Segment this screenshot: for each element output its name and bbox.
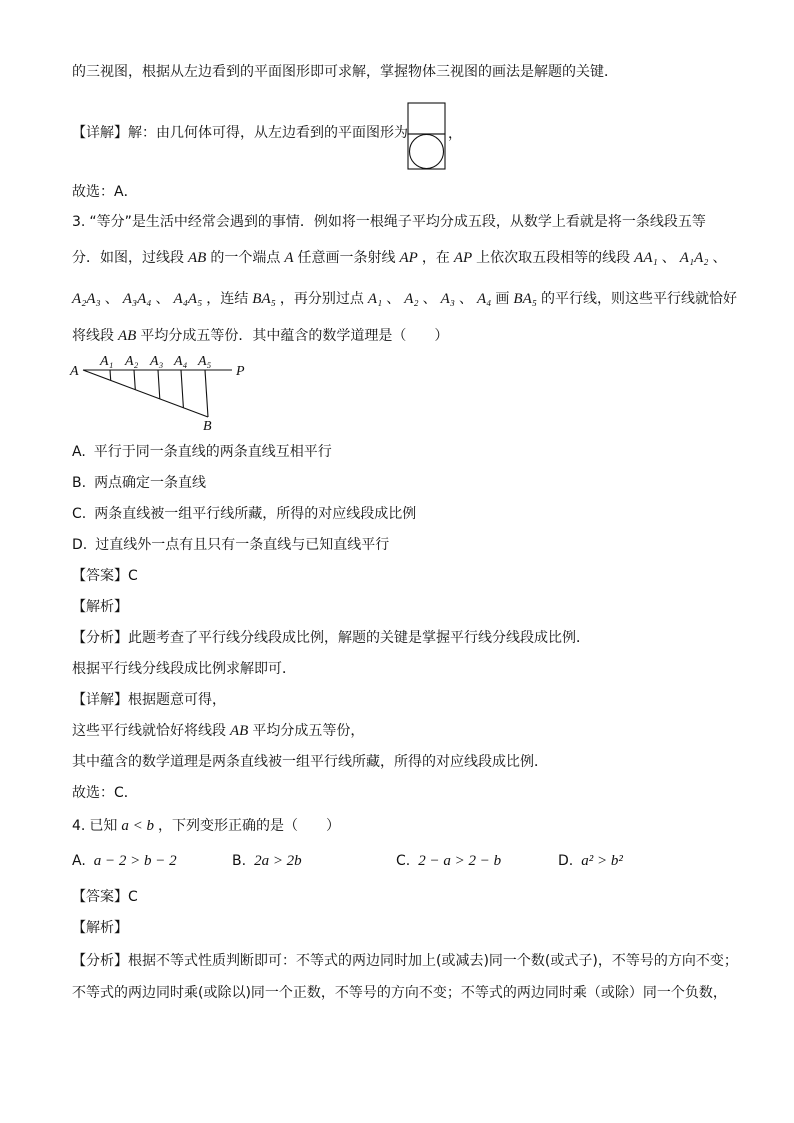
solution-heading: 【解析】 (72, 599, 128, 615)
q4-option-c (396, 851, 501, 871)
q3-stem-text: 任意画一条射线 (297, 250, 396, 266)
prev-detail-comma: ， (448, 126, 462, 142)
parallel-line-a2 (134, 370, 135, 390)
parallel-line-a3 (158, 370, 160, 399)
segment-division-figure (60, 350, 260, 436)
label-p: P (236, 364, 245, 379)
option-expression: 2 − a > 2 − b (418, 853, 502, 869)
q3-stem-text: 将线段 (72, 328, 114, 344)
detail-text: 平均分成五等份， (252, 723, 365, 739)
math-a4: A₄ (477, 291, 492, 307)
q4-analysis-line-2 (72, 983, 727, 1003)
label-a4: A₄ (174, 354, 188, 369)
q3-analysis-line-2 (72, 659, 296, 679)
segment-ba5 (205, 370, 208, 417)
option-letter: C. (72, 506, 87, 522)
analysis-text: 不等式的两边同时乘(或除以)同一个正数，不等号的方向不变；不等式的两边同时乘（或除）同一个负数， (72, 985, 727, 1001)
q3-detail-line-1 (72, 690, 226, 710)
label-a: A (70, 364, 79, 379)
option-letter: B. (72, 475, 87, 491)
prev-detail-text: 解：由几何体可得，从左边看到的平面图形为 (128, 125, 408, 141)
separator: 、 (422, 291, 437, 307)
option-letter: D. (558, 853, 574, 869)
math-ap: AP (453, 250, 473, 266)
label-a5: A₅ (198, 354, 212, 369)
q3-answer (72, 566, 138, 586)
math-a3a4: A₃A₄ (122, 291, 152, 307)
option-text: 两条直线被一组平行线所藏，所得的对应线段成比例 (94, 506, 417, 522)
q3-stem-line-4 (72, 326, 448, 346)
separator: 、 (459, 291, 474, 307)
separator: 、 (712, 250, 727, 266)
detail-text: 根据题意可得， (128, 692, 226, 708)
math-a-less-than-b: a < b (121, 818, 154, 834)
q4-number: 4. (72, 818, 86, 834)
q3-conclusion (72, 783, 138, 803)
q3-stem-text: 的平行线，则这些平行线就恰好 (540, 291, 737, 307)
math-a2: A₂ (404, 291, 419, 307)
math-a1: A₁ (367, 291, 383, 307)
math-ba5: BA₅ (513, 291, 537, 307)
analysis-text: 根据平行线分线段成比例求解即可． (72, 661, 296, 677)
parallel-line-a4 (181, 370, 183, 408)
q3-detail-line-3 (72, 752, 548, 772)
separator: 、 (155, 291, 170, 307)
q3-stem-text: ，再分别过点 (279, 291, 364, 307)
q3-detail-line-2 (72, 721, 364, 741)
left-view-bottom-square (408, 134, 445, 169)
prev-detail-end (448, 124, 462, 144)
q3-solution-heading (72, 597, 128, 617)
q3-option-c (72, 504, 416, 524)
q4-solution-heading (72, 918, 128, 938)
prev-analysis-tail (72, 62, 618, 82)
prev-conclusion (72, 182, 138, 202)
math-ba5: BA₅ (252, 291, 276, 307)
q4-option-b (232, 851, 302, 871)
option-expression: 2a > 2b (254, 853, 302, 869)
q3-option-d (72, 535, 389, 555)
prev-analysis-text: 的三视图，根据从左边看到的平面图形即可求解，掌握物体三视图的画法是解题的关键． (72, 64, 618, 80)
q4-analysis-line-1 (72, 951, 738, 971)
option-letter: A. (72, 444, 86, 460)
q3-stem-line-2 (72, 248, 726, 268)
q4-option-a (72, 851, 177, 871)
q3-stem-text: 画 (495, 291, 510, 307)
q3-stem-text: 的一个端点 (210, 250, 281, 266)
left-view-figure (406, 101, 448, 171)
q3-analysis-line-1 (72, 628, 590, 648)
math-a2a3: A₂A₃ (72, 291, 101, 307)
prev-conclusion-text: 故选：A． (72, 184, 138, 200)
math-aa1: AA₁ (634, 250, 658, 266)
option-letter: B. (232, 853, 247, 869)
q3-option-b (72, 473, 206, 493)
math-ab: AB (188, 250, 207, 266)
q3-stem-line-1 (72, 212, 706, 232)
math-a1a2: A₁A₂ (679, 250, 709, 266)
option-letter: C. (396, 853, 411, 869)
analysis-label: 【分析】 (72, 630, 128, 646)
separator: 、 (386, 291, 401, 307)
option-text: 两点确定一条直线 (94, 475, 207, 491)
answer-label: 【答案】 (72, 889, 128, 905)
label-a3: A₃ (150, 354, 164, 369)
detail-label: 【详解】 (72, 692, 128, 708)
label-a2: A₂ (125, 354, 139, 369)
option-letter: A. (72, 853, 86, 869)
q4-answer (72, 887, 138, 907)
detail-text: 这些平行线就恰好将线段 (72, 723, 226, 739)
analysis-label: 【分析】 (72, 953, 128, 969)
parallel-line-a1 (110, 370, 111, 380)
label-b: B (203, 419, 212, 434)
option-letter: D. (72, 537, 88, 553)
q3-stem-text: ，在 (421, 250, 450, 266)
q4-option-d (558, 851, 623, 871)
answer-label: 【答案】 (72, 568, 128, 584)
q4-stem-text: ，下列变形正确的是（ ） (157, 818, 340, 834)
q3-stem-text: ，连结 (206, 291, 249, 307)
math-ap: AP (399, 250, 418, 266)
math-a4a5: A₄A₅ (173, 291, 203, 307)
q3-stem-text: “等分”是生活中经常会遇到的事情．例如将一根绳子平均分成五段，从数学上看就是将一条线段五等 (89, 214, 706, 230)
math-ab: AB (118, 328, 137, 344)
math-a: A (284, 250, 294, 266)
q4-stem (72, 816, 340, 836)
left-view-circle (410, 135, 444, 169)
label-a1: A₁ (100, 354, 114, 369)
math-a3: A₃ (440, 291, 456, 307)
q3-stem-text: 分．如图，过线段 (72, 250, 184, 266)
q4-stem-text: 已知 (89, 818, 118, 834)
segment-ab (83, 370, 208, 417)
q3-number: 3. (72, 214, 86, 230)
solution-heading: 【解析】 (72, 920, 128, 936)
detail-text: 其中蕴含的数学道理是两条直线被一组平行线所藏，所得的对应线段成比例． (72, 754, 548, 770)
q3-stem-text: 上依次取五段相等的线段 (476, 250, 631, 266)
math-ab: AB (230, 723, 249, 739)
option-text: 平行于同一条直线的两条直线互相平行 (93, 444, 332, 460)
prev-detail-label: 【详解】 (72, 125, 128, 141)
answer-value: C (128, 568, 138, 584)
analysis-text: 此题考查了平行线分线段成比例，解题的关键是掌握平行线分线段成比例． (128, 630, 590, 646)
separator: 、 (661, 250, 676, 266)
analysis-text: 根据不等式性质判断即可：不等式的两边同时加上(或减去)同一个数(或式子)，不等号的方向不变； (128, 953, 738, 969)
option-expression: a² > b² (581, 853, 623, 869)
left-view-top-rectangle (408, 103, 445, 134)
conclusion-text: 故选：C． (72, 785, 138, 801)
q3-stem-text: 平均分成五等份．其中蕴含的数学道理是（ ） (140, 328, 449, 344)
q3-option-a (72, 442, 332, 462)
prev-detail-line (72, 123, 408, 143)
answer-value: C (128, 889, 138, 905)
separator: 、 (104, 291, 119, 307)
option-expression: a − 2 > b − 2 (93, 853, 177, 869)
option-text: 过直线外一点有且只有一条直线与已知直线平行 (95, 537, 390, 553)
q3-stem-line-3 (72, 289, 737, 309)
